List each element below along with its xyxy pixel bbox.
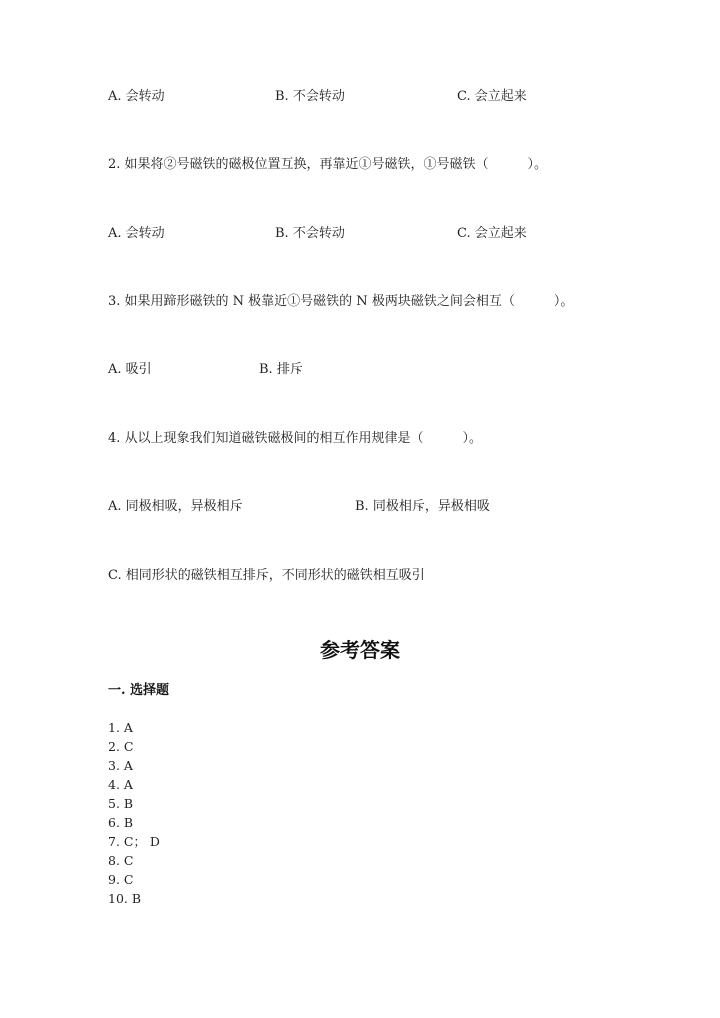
- q1-option-b: B. 不会转动: [275, 89, 345, 104]
- q1-option-c: C. 会立起来: [457, 89, 527, 104]
- question-4-text: 4. 从以上现象我们知道磁铁磁极间的相互作用规律是（ ）。: [108, 431, 483, 446]
- q2-option-a: A. 会转动: [108, 226, 165, 241]
- answer-list: [108, 718, 160, 908]
- answer-item: 2. C: [108, 739, 134, 754]
- answer-item: 8. C: [108, 853, 134, 868]
- answer-item: 1. A: [108, 720, 133, 735]
- answer-item: 4. A: [108, 777, 133, 792]
- answer-section-title: 一. 选择题: [108, 683, 170, 698]
- q1-option-a: A. 会转动: [108, 89, 165, 104]
- answer-item: 7. C； D: [108, 834, 160, 849]
- q4-option-a: A. 同极相吸，异极相斥: [108, 499, 243, 514]
- answer-item: 6. B: [108, 815, 134, 830]
- question-3-text: 3. 如果用蹄形磁铁的 N 极靠近①号磁铁的 N 极两块磁铁之间会相互（ ）。: [108, 294, 574, 309]
- question-2-text: 2. 如果将②号磁铁的磁极位置互换，再靠近①号磁铁，①号磁铁（ ）。: [108, 157, 548, 172]
- q2-option-b: B. 不会转动: [275, 226, 345, 241]
- answer-item: 5. B: [108, 796, 134, 811]
- answer-key-title: 参考答案: [320, 638, 400, 662]
- q2-option-c: C. 会立起来: [457, 226, 527, 241]
- answer-item: 10. B: [108, 891, 142, 906]
- q3-option-a: A. 吸引: [108, 362, 152, 377]
- q4-option-c: C. 相同形状的磁铁相互排斥，不同形状的磁铁相互吸引: [108, 568, 425, 583]
- q4-option-b: B. 同极相斥，异极相吸: [355, 499, 490, 514]
- answer-item: 9. C: [108, 872, 134, 887]
- answer-item: 3. A: [108, 758, 133, 773]
- q3-option-b: B. 排斥: [259, 362, 303, 377]
